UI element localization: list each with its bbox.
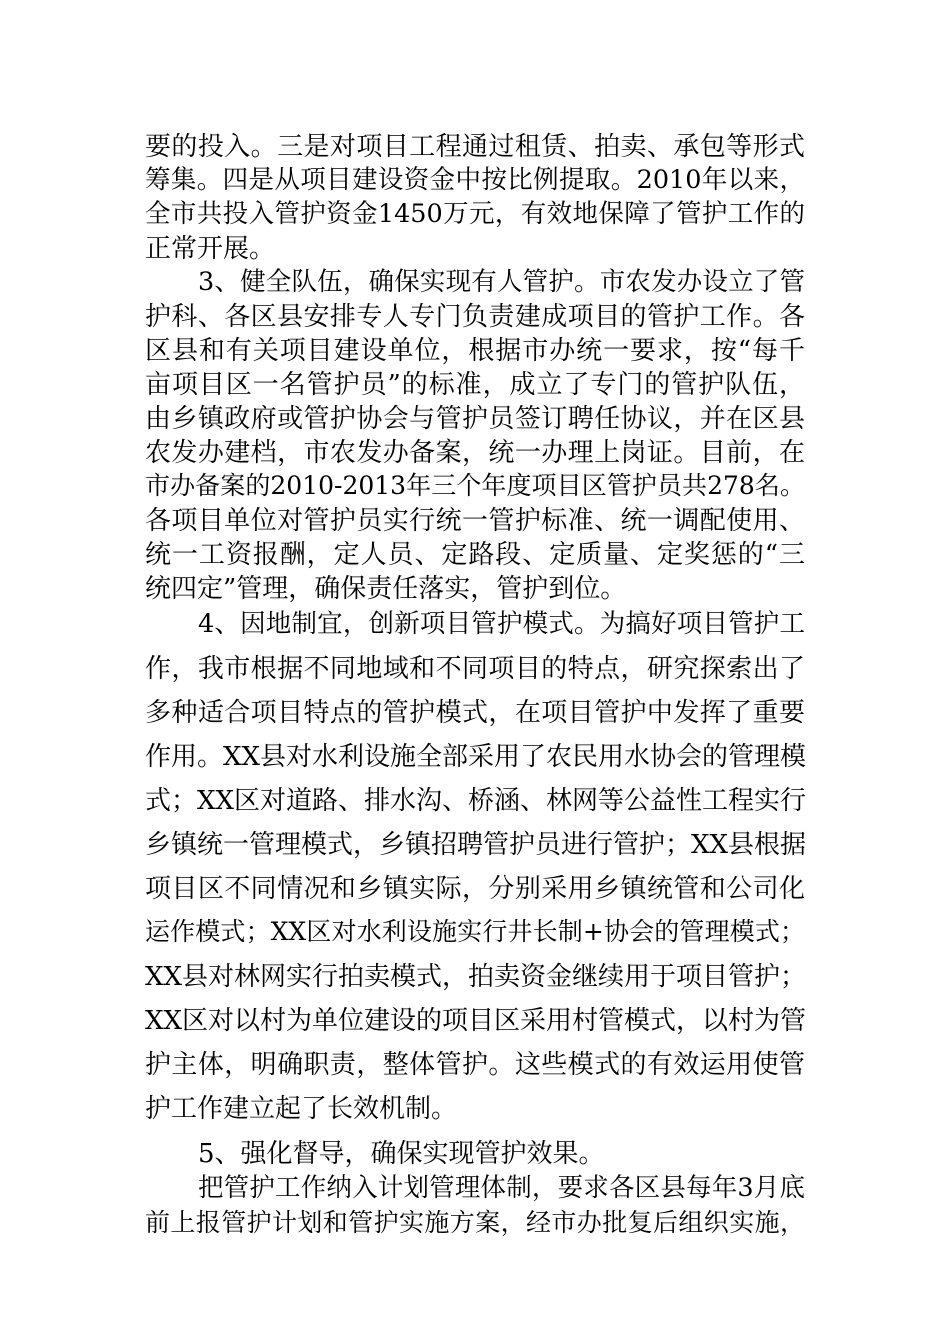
text-line: 全市共投入管护资金1450万元，有效地保障了管护工作的: [145, 199, 805, 229]
text-line: 运作模式；XX区对水利设施实行井长制+协会的管理模式；: [145, 917, 805, 946]
text-line: XX县对林网实行拍卖模式，拍卖资金继续用于项目管护；: [145, 962, 807, 992]
text-line: 统一工资报酬，定人员、定路段、定质量、定奖惩的“三: [145, 540, 805, 570]
text-line: 护科、各区县安排专人专门负责建成项目的管护工作。各: [145, 302, 805, 332]
text-line: 农发办建档，市农发办备案，统一办理上岗证。目前，在: [145, 438, 805, 468]
text-line: XX区对以村为单位建设的项目区采用村管模式，以村为管: [145, 1006, 807, 1036]
text-line: 护工作建立起了长效机制。: [145, 1094, 458, 1124]
text-line: 市办备案的2010-2013年三个年度项目区管护员共278名。: [145, 471, 805, 500]
text-line: 由乡镇政府或管护协会与管护员签订聘任协议，并在区县: [145, 404, 805, 434]
text-line: 前上报管护计划和管护实施方案，经市办批复后组织实施，: [145, 1208, 805, 1237]
section-heading-4: 4、因地制宜，创新项目管护模式。为搞好项目管护工: [198, 609, 805, 639]
section-heading-5: 5、强化督导，确保实现管护效果。: [198, 1139, 605, 1169]
text-line: 筹集。四是从项目建设资金中按比例提取。2010年以来，: [145, 165, 805, 195]
text-line: 作用。XX县对水利设施全部采用了农民用水协会的管理模: [145, 742, 807, 772]
text-line: 作，我市根据不同地域和不同项目的特点，研究探索出了: [145, 654, 805, 684]
text-line: 把管护工作纳入计划管理体制，要求各区县每年3月底: [198, 1173, 805, 1203]
text-line: 项目区不同情况和乡镇实际，分别采用乡镇统管和公司化: [145, 874, 805, 904]
section-heading-3: 3、健全队伍，确保实现有人管护。市农发办设立了管: [198, 267, 805, 297]
text-line: 统四定”管理，确保责任落实，管护到位。: [145, 574, 627, 604]
text-line: 式；XX区对道路、排水沟、桥涵、林网等公益性工程实行: [145, 786, 807, 816]
text-line: 正常开展。: [145, 234, 276, 264]
text-line: 多种适合项目特点的管护模式，在项目管护中发挥了重要: [145, 698, 805, 728]
text-line: 亩项目区一名管护员”的标准，成立了专门的管护队伍，: [145, 370, 805, 400]
text-line: 各项目单位对管护员实行统一管护标准、统一调配使用、: [145, 506, 805, 536]
text-line: 护主体，明确职责，整体管护。这些模式的有效运用使管: [145, 1050, 805, 1080]
text-line: 乡镇统一管理模式，乡镇招聘管护员进行管护；XX县根据: [145, 830, 807, 860]
text-line: 区县和有关项目建设单位，根据市办统一要求，按“每千: [145, 336, 805, 366]
text-line: 要的投入。三是对项目工程通过租赁、拍卖、承包等形式: [145, 132, 805, 162]
